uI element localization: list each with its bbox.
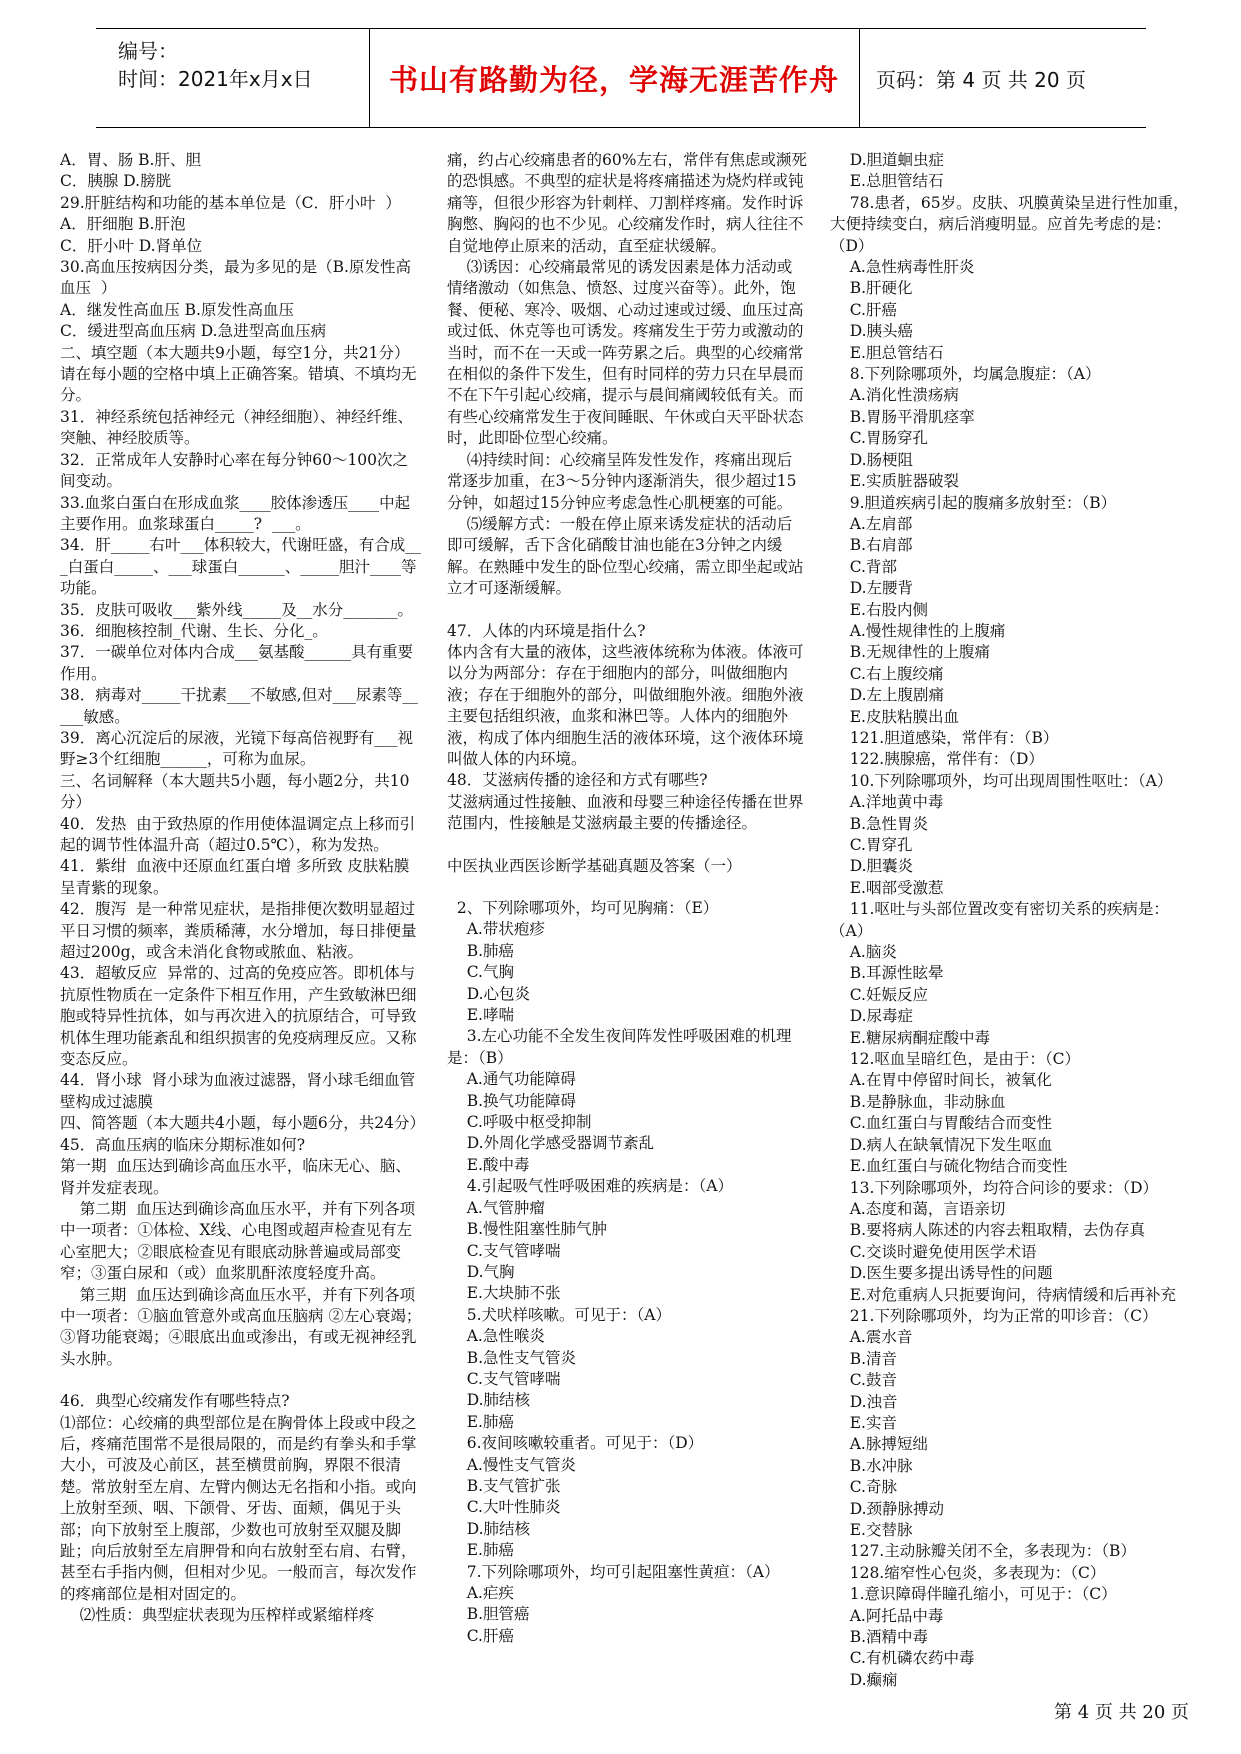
text-line: C．缓进型高血压病 D.急进型高血压病: [60, 322, 327, 341]
text-line: E.肺癌: [447, 1541, 514, 1560]
text-line: 5.犬吠样咳嗽。可见于：（A）: [447, 1305, 671, 1324]
text-line: [60, 1370, 422, 1391]
text-line: 40．发热 由于致热原的作用使体温调定点上移而引起的调节性体温升高（超过0.5℃），称为发热。: [60, 814, 416, 854]
text-line: 43．超敏反应 异常的、过高的免疫应答。即机体与抗原性物质在一定条件下相互作用，产生致敏淋巴细胞或特异性抗体，如与再次进入的抗原结合，可导致机体生理功能紊乱和组织损害的免疫病理反应。又称变态反应。: [60, 964, 417, 1069]
text-line: C.奇脉: [830, 1478, 897, 1497]
text-line: A．肝细胞 B.肝泡: [60, 215, 186, 234]
text-line: 二、填空题（本大题共9小题，每空1分，共21分）: [60, 343, 410, 362]
text-line: E.总胆管结石: [830, 172, 944, 191]
text-line: E.实音: [830, 1413, 897, 1432]
text-line: 29.肝脏结构和功能的基本单位是（C．肝小叶 ）: [60, 193, 401, 212]
text-line: 10.下列除哪项外，均可出现周围性呕吐：（A）: [830, 771, 1173, 790]
text-line: B.换气功能障碍: [447, 1091, 577, 1110]
text-line: B.要将病人陈述的内容去粗取精，去伪存真: [830, 1221, 1146, 1240]
header-page-info: 页码：第 4 页 共 20 页: [876, 67, 1086, 92]
text-line: 8.下列除哪项外，均属急腹症：（A）: [830, 365, 1101, 384]
text-line: 13.下列除哪项外，均符合问诊的要求：（D）: [830, 1178, 1159, 1197]
text-line: D.颈静脉搏动: [830, 1499, 945, 1518]
header-divider-right: [859, 29, 860, 127]
text-line: ⑵性质：典型症状表现为压榨样或紧缩样疼: [60, 1606, 375, 1625]
text-line: A.洋地黄中毒: [830, 793, 944, 812]
text-line: B.右肩部: [830, 536, 913, 555]
text-line: B.慢性阻塞性肺气肿: [447, 1220, 608, 1239]
text-line: 12.呕血呈暗红色，是由于：（C）: [830, 1050, 1080, 1069]
text-line: A.疟疾: [447, 1584, 514, 1602]
text-line: ⑸缓解方式：一般在停止原来诱发症状的活动后即可缓解，舌下含化硝酸甘油也能在3分钟之内缓解。在熟睡中发生的卧位型心绞痛，需立即坐起或站立才可逐渐缓解。: [447, 514, 804, 598]
text-line: 121.胆道感染，常伴有：（B）: [830, 728, 1059, 747]
text-line: B.急性胃炎: [830, 814, 929, 833]
text-line: C.支气管哮喘: [447, 1241, 561, 1260]
text-line: E.咽部受激惹: [830, 878, 944, 897]
text-line: B.无规律性的上腹痛: [830, 643, 991, 662]
text-line: 44．肾小球 肾小球为血液过滤器，肾小球毛细血管壁构成过滤膜: [60, 1071, 416, 1111]
text-line: A.通气功能障碍: [447, 1070, 576, 1089]
text-line: B.肝硬化: [830, 279, 913, 298]
text-line: A．继发性高血压 B.原发性高血压: [60, 300, 294, 319]
text-line: C．肝小叶 D.肾单位: [60, 236, 203, 255]
text-line: 78.患者，65岁。皮肤、巩膜黄染呈进行性加重，大便持续变白，病后消瘦明显。应首先考虑的是：（D）: [830, 193, 1189, 255]
text-line: E.实质脏器破裂: [830, 472, 959, 491]
text-line: 30.高血压按病因分类，最为多见的是（B.原发性高血压 ）: [60, 258, 411, 298]
text-line: 痛，约占心绞痛患者的60%左右，常伴有焦虑或濒死的恐惧感。不典型的症状是将疼痛描述为烧灼样或钝痛等，但很少形容为针刺样、刀割样疼痛。发作时诉胸憋、胸闷的也不少见。心绞痛发作时，病人往往不自觉地停止原来的活动，直至症状缓解。: [447, 151, 807, 255]
text-line: 122.胰腺癌，常伴有：（D）: [830, 750, 1044, 769]
text-line: 中医执业西医诊断学基础真题及答案（一）: [447, 856, 742, 875]
text-line: 31．神经系统包括神经元（神经细胞）、神经纤维、突触、神经胶质等。: [60, 407, 413, 448]
text-line: D.心包炎: [447, 984, 531, 1003]
text-line: D.尿毒症: [830, 1007, 914, 1026]
text-line: [447, 877, 807, 898]
text-line: ⑷持续时间：心绞痛呈阵发性发作，疼痛出现后常逐步加重，在3～5分钟内逐渐消失，很少超过15分钟，如超过15分钟应考虑急性心肌梗塞的可能。: [447, 450, 797, 512]
text-line: C.交谈时避免使用医学术语: [830, 1242, 1037, 1261]
text-line: C.有机磷农药中毒: [830, 1649, 975, 1668]
text-line: A.阿托品中毒: [830, 1606, 944, 1625]
text-line: 第二期 血压达到确诊高血压水平，并有下列各项中一项者：①体检、X线、心电图或超声检查见有左心室肥大；②眼底检查见有眼底动脉普遍或局部变窄；③蛋白尿和（或）血浆肌酐浓度轻度升高。: [60, 1199, 416, 1283]
text-line: 128.缩窄性心包炎，多表现为：（C）: [830, 1563, 1106, 1582]
text-line: B.胆管癌: [447, 1605, 530, 1624]
text-line: D.癫痫: [830, 1670, 898, 1689]
text-line: D.外周化学感受器调节紊乱: [447, 1134, 655, 1153]
text-line: 36．细胞核控制_代谢、生长、分化_。: [60, 621, 328, 640]
text-line: 9.胆道疾病引起的腹痛多放射至：（B）: [830, 493, 1117, 512]
page-footer: 第 4 页 共 20 页: [1054, 1702, 1189, 1723]
text-line: E.胆总管结石: [830, 343, 944, 362]
text-line: E.糖尿病酮症酸中毒: [830, 1028, 990, 1047]
text-line: 38．病毒对_____干扰素___不敏感,但对___尿素等_____敏感。: [60, 686, 418, 726]
text-line: C.呼吸中枢受抑制: [447, 1113, 592, 1132]
text-line: B.肺癌: [447, 941, 515, 960]
text-line: A.带状疱疹: [447, 920, 545, 939]
text-column-1: [60, 150, 425, 1627]
text-line: A.态度和蔼，言语亲切: [830, 1199, 1006, 1218]
page-header: [96, 28, 1146, 128]
text-line: A.消化性溃疡病: [830, 386, 959, 405]
text-line: ⑶诱因：心绞痛最常见的诱发因素是体力活动或情绪激动（如焦急、愤怒、过度兴奋等）。此外，饱餐、便秘、寒冷、吸烟、心动过速或过缓、血压过高或过低、休克等也可诱发。疼痛发生于劳力或激动的当时，而不在一天或一阵劳累之后。典型的心绞痛常在相似的条件下发生，但有时同样的劳力只在早晨而不在下午引起心绞痛，提示与晨间痛阈较低有关。而有些心绞痛常发生于夜间睡眠、午休或白天平卧状态时，此即卧位型心绞痛。: [447, 258, 804, 448]
text-line: E.皮肤粘膜出血: [830, 707, 959, 726]
text-line: E.右股内侧: [830, 600, 928, 619]
text-line: 11.呕吐与头部位置改变有密切关系的疾病是：（A）: [830, 900, 1169, 940]
text-line: D.肺结核: [447, 1391, 531, 1410]
text-line: C.鼓音: [830, 1371, 897, 1390]
text-line: 48．艾滋病传播的途径和方式有哪些?: [447, 771, 708, 790]
text-line: D.胆道蛔虫症: [830, 151, 945, 169]
text-line: B.是静脉血，非动脉血: [830, 1092, 1006, 1111]
text-line: E.交替脉: [830, 1521, 913, 1539]
text-line: B.清音: [830, 1349, 898, 1368]
text-line: 32．正常成年人安静时心率在每分钟60～100次之间变动。: [60, 450, 409, 491]
text-line: 7.下列除哪项外，均可引起阻塞性黄疸：（A）: [447, 1562, 780, 1581]
time-line: 时间：2021年x月x日: [118, 67, 313, 91]
text-line: C.肝癌: [447, 1626, 514, 1645]
text-line: 四、简答题（本大题共4小题，每小题6分，共24分）: [60, 1114, 425, 1133]
text-line: 艾滋病通过性接触、血液和母婴三种途径传播在世界范围内，性接触是艾滋病最主要的传播途径。: [447, 792, 804, 833]
text-line: 47．人体的内环境是指什么?: [447, 621, 646, 640]
text-line: [447, 600, 807, 621]
text-line: C.背部: [830, 557, 897, 576]
text-line: E.肺癌: [447, 1412, 514, 1431]
text-line: 37．一碳单位对体内合成___氨基酸______具有重要作用。: [60, 643, 413, 683]
text-line: C.气胸: [447, 963, 514, 982]
text-line: D.病人在缺氧情况下发生呕血: [830, 1135, 1053, 1154]
text-line: 33.血浆白蛋白在形成血浆____胶体渗透压____中起主要作用。血浆球蛋白_____? ___。: [60, 493, 411, 533]
text-line: A．胃、肠 B.肝、胆: [60, 151, 201, 169]
text-line: 46．典型心绞痛发作有哪些特点?: [60, 1392, 290, 1411]
text-line: 4.引起吸气性呼吸困难的疾病是：（A）: [447, 1177, 733, 1196]
text-line: E.哮喘: [447, 1006, 514, 1025]
text-line: D.气胸: [447, 1262, 515, 1281]
text-line: A.在胃中停留时间长，被氧化: [830, 1071, 1052, 1090]
text-line: [447, 835, 807, 856]
header-motto: 书山有路勤为径，学海无涯苦作舟: [388, 62, 839, 97]
text-line: 34．肝_____右叶___体积较大，代谢旺盛，有合成___白蛋白_____、___球蛋白______、_____胆汁____等功能。: [60, 536, 421, 598]
text-line: 三、名词解释（本大题共5小题，每小题2分，共10分）: [60, 771, 410, 812]
text-line: D.医生要多提出诱导性的问题: [830, 1264, 1053, 1283]
text-line: B.耳源性眩晕: [830, 964, 944, 983]
text-line: C.支气管哮喘: [447, 1369, 561, 1388]
text-line: A.左肩部: [830, 514, 913, 533]
text-line: D.左腰背: [830, 579, 914, 598]
text-line: 3.左心功能不全发生夜间阵发性呼吸困难的机理是：（B）: [447, 1027, 792, 1067]
text-line: B.胃肠平滑肌痉挛: [830, 407, 975, 426]
text-line: B.水冲脉: [830, 1456, 913, 1475]
text-line: 2、下列除哪项外，均可见胸痛：（E）: [447, 899, 719, 917]
text-line: 35．皮肤可吸收___紫外线_____及__水分_______。: [60, 600, 413, 619]
text-line: 第一期 血压达到确诊高血压水平，临床无心、脑、肾并发症表现。: [60, 1157, 411, 1197]
text-line: 请在每小题的空格中填上正确答案。错填、不填均无分。: [60, 365, 417, 405]
text-line: A.震水音: [830, 1328, 913, 1347]
text-line: C.胃穿孔: [830, 836, 913, 854]
text-line: 41．紫绀 血液中还原血红蛋白增 多所致 皮肤粘膜呈青紫的现象。: [60, 857, 410, 897]
text-line: E.血红蛋白与硫化物结合而变性: [830, 1157, 1068, 1176]
text-line: 体内含有大量的液体，这些液体统称为体液。体液可以分为两部分：存在于细胞内的部分，叫做细胞内液；存在于细胞外的部分，叫做细胞外液。细胞外液主要包括组织液，血浆和淋巴等。人体内的细胞外液，构成了体内细胞生活的液体环境，这个液体环境叫做人体的内环境。: [447, 642, 804, 768]
text-line: 42．腹泻 是一种常见症状，是指排便次数明显超过平日习惯的频率，粪质稀薄，水分增加，每日排便量超过200g，或含未消化食物或脓血、粘液。: [60, 900, 417, 962]
text-line: 45．高血压病的临床分期标准如何?: [60, 1135, 306, 1154]
text-line: D.胆囊炎: [830, 857, 914, 876]
text-column-2: [447, 150, 807, 1647]
text-line: B.急性支气管炎: [447, 1348, 577, 1367]
text-line: D.浊音: [830, 1392, 898, 1411]
text-line: B.酒精中毒: [830, 1628, 929, 1647]
text-line: D.肠梗阻: [830, 450, 914, 469]
text-line: D.胰头癌: [830, 322, 914, 341]
text-line: 21.下列除哪项外，均为正常的叩诊音：（C）: [830, 1306, 1158, 1325]
text-line: C.肝癌: [830, 300, 897, 319]
text-line: A.脉搏短绌: [830, 1435, 928, 1454]
text-column-3: [830, 150, 1195, 1691]
text-line: A.急性喉炎: [447, 1327, 545, 1346]
text-line: A.慢性支气管炎: [447, 1455, 576, 1474]
text-line: 第三期 血压达到确诊高血压水平，并有下列各项中一项者：①脑血管意外或高血压脑病 ②左心衰竭；③肾功能衰竭；④眼底出血或渗出，有或无视神经乳头水肿。: [60, 1285, 422, 1368]
text-line: C．胰腺 D.膀胱: [60, 172, 172, 191]
text-line: A.急性病毒性肝炎: [830, 258, 975, 277]
text-line: ⑴部位：心绞痛的典型部位是在胸骨体上段或中段之后，疼痛范围常不是很局限的，而是约有拳头和手掌大小，可波及心前区，甚至横贯前胸，界限不很清楚。常放射至左肩、左臂内侧达无名指和小指。或向上放射至颈、咽、下颌骨、牙齿、面颊，偶见于头部；向下放射至上腹部，少数也可放射至双腿及脚趾；向后放射至左肩胛骨和向右放射至右肩、右臂，甚至右手指内侧，但相对少见。一般而言，每次发作的疼痛部位是相对固定的。: [60, 1413, 417, 1603]
text-line: C.妊娠反应: [830, 985, 928, 1004]
text-line: C.血红蛋白与胃酸结合而变性: [830, 1114, 1052, 1133]
text-line: 127.主动脉瓣关闭不全，多表现为：（B）: [830, 1542, 1136, 1561]
text-line: B.支气管扩张: [447, 1476, 561, 1495]
text-line: E.大块肺不张: [447, 1284, 561, 1303]
text-line: D.左上腹剧痛: [830, 686, 945, 705]
text-line: 39．离心沉淀后的尿液，光镜下每高倍视野有___视野≥3个红细胞______，可称为血尿。: [60, 728, 413, 769]
header-meta: [118, 37, 368, 93]
text-line: C.胃肠穿孔: [830, 429, 928, 448]
text-line: A.气管肿瘤: [447, 1198, 545, 1217]
text-line: E.对危重病人只扼要询问，待病情缓和后再补充: [830, 1285, 1176, 1304]
text-line: C.右上腹绞痛: [830, 664, 944, 683]
text-line: A.脑炎: [830, 943, 897, 962]
number-label: 编号：: [118, 39, 178, 63]
text-line: 1.意识障碍伴瞳孔缩小，可见于：（C）: [830, 1585, 1117, 1604]
text-line: A.慢性规律性的上腹痛: [830, 621, 1006, 640]
text-line: C.大叶性肺炎: [447, 1498, 561, 1517]
text-line: D.肺结核: [447, 1519, 531, 1538]
text-line: E.酸中毒: [447, 1155, 530, 1174]
text-line: 6.夜间咳嗽较重者。可见于：（D）: [447, 1434, 704, 1453]
